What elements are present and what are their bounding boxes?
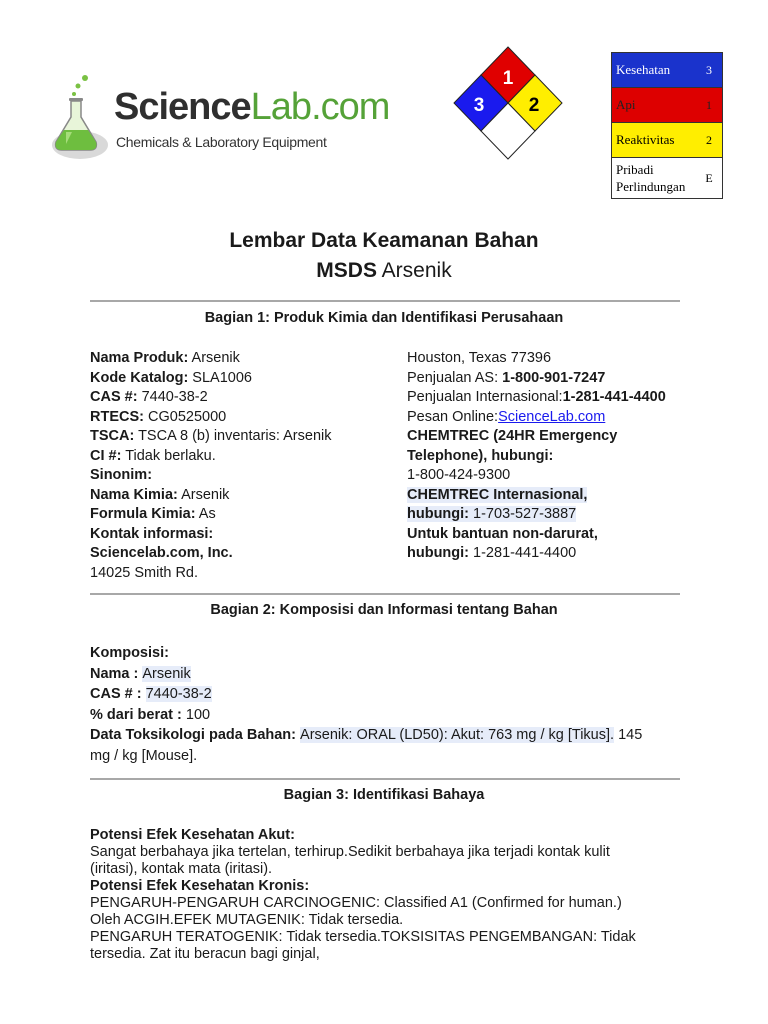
section-2-heading: Bagian 2: Komposisi dan Informasi tentang Bahan [210, 602, 558, 618]
divider [90, 778, 680, 780]
section-2-body [90, 643, 642, 766]
divider [90, 300, 680, 302]
hazard-label: Reaktivitas [612, 123, 697, 158]
hazard-value: 2 [696, 123, 723, 158]
nonemergency-line-1: Untuk bantuan non-darurat, [407, 525, 598, 542]
product-name-line: Nama Produk: Arsenik [90, 350, 240, 366]
tsca-line: TSCA: TSCA 8 (b) inventaris: Arsenik [90, 428, 332, 444]
section-1-heading: Bagian 1: Produk Kimia dan Identifikasi Perusahaan [204, 310, 564, 326]
chronic-effects-line-2: Oleh ACGIH.EFEK MUTAGENIK: Tidak tersedia. [90, 912, 404, 928]
chronic-effects-line-3: PENGARUH TERATOGENIK: Tidak tersedia.TOKSISITAS PENGEMBANGAN: Tidak [90, 929, 636, 945]
logo-tagline: Chemicals & Laboratory Equipment [116, 134, 327, 150]
section-3-heading: Bagian 3: Identifikasi Bahaya [283, 787, 485, 803]
synonym-line: Sinonim: [90, 467, 153, 483]
toxicology-line-1: Data Toksikologi pada Bahan: Arsenik: ORAL (LD50): Akut: 763 mg / kg [Tikus]. 145 [90, 727, 643, 743]
composition-cas-line: CAS # : 7440-38-2 [90, 686, 212, 702]
composition-label: Komposisi: [90, 645, 169, 661]
flask-icon [42, 72, 112, 167]
hazard-value: E [696, 158, 723, 199]
hazard-label: Kesehatan [612, 53, 697, 88]
nfpa-fire-value: 1 [502, 68, 514, 89]
hazard-value: 3 [696, 53, 723, 88]
document-title: Lembar Data Keamanan Bahan [229, 229, 539, 252]
contact-info-line: Kontak informasi: [90, 525, 214, 542]
ci-line: CI #: Tidak berlaku. [90, 447, 216, 464]
composition-weight-line: % dari berat : 100 [90, 706, 211, 723]
sciencelab-link[interactable]: ScienceLab.com [498, 408, 606, 425]
hazard-row-protection [612, 158, 723, 199]
composition-name-line: Nama : Arsenik [90, 665, 191, 682]
chemtrec-intl-line-1: CHEMTREC Internasional, [407, 486, 588, 503]
nfpa-health-value: 3 [473, 95, 485, 116]
hazard-value: 1 [696, 88, 723, 123]
chronic-effects-line-1: PENGARUH-PENGARUH CARCINOGENIC: Classified A1 (Confirmed for human.) [90, 895, 622, 911]
logo-wordmark: ScienceLab.com [114, 86, 390, 128]
hazard-label: Api [612, 88, 697, 123]
hazard-label: Pribadi Perlindungan [612, 158, 697, 199]
company-line: Sciencelab.com, Inc. [90, 545, 233, 561]
acute-effects-line-2: (iritasi), kontak mata (iritasi). [90, 861, 273, 877]
section-1-right-column [407, 349, 666, 564]
sales-us-line: Penjualan AS: 1-800-901-7247 [407, 369, 606, 386]
sales-intl-line: Penjualan Internasional:1-281-441-4400 [407, 389, 666, 405]
section-3-body [90, 827, 690, 963]
chemtrec-line-1: CHEMTREC (24HR Emergency [407, 428, 618, 444]
cas-line: CAS #: 7440-38-2 [90, 389, 208, 405]
nfpa-reactivity-value: 2 [528, 95, 540, 116]
chronic-effects-label: Potensi Efek Kesehatan Kronis: [90, 878, 310, 894]
chemtrec-line-2: Telephone), hubungi: [407, 447, 554, 464]
acute-effects-label: Potensi Efek Kesehatan Akut: [90, 827, 295, 843]
sciencelab-logo [42, 72, 390, 167]
section-1-left-column [90, 349, 332, 583]
nfpa-diamond [452, 45, 564, 161]
hazard-row-fire [612, 88, 723, 123]
nonemergency-line-2: hubungi: 1-281-441-4400 [407, 545, 577, 561]
order-online-line: Pesan Online:ScienceLab.com [407, 408, 606, 425]
chemtrec-number: 1-800-424-9300 [407, 467, 511, 483]
document-subtitle: MSDS Arsenik [316, 259, 452, 282]
chemical-formula-line: Formula Kimia: As [90, 506, 216, 522]
divider [90, 593, 680, 595]
chronic-effects-line-4: tersedia. Zat itu beracun bagi ginjal, [90, 946, 320, 962]
rtecs-line: RTECS: CG0525000 [90, 408, 227, 425]
acute-effects-line-1: Sangat berbahaya jika tertelan, terhirup.Sedikit berbahaya jika terjadi kontak kulit [90, 844, 610, 860]
hazard-row-reactivity [612, 123, 723, 158]
catalog-code-line: Kode Katalog: SLA1006 [90, 369, 252, 386]
toxicology-line-2: mg / kg [Mouse]. [90, 747, 198, 764]
address-line: 14025 Smith Rd. [90, 564, 199, 581]
chemtrec-intl-line-2: hubungi: 1-703-527-3887 [407, 506, 577, 522]
chemical-name-line: Nama Kimia: Arsenik [90, 486, 230, 503]
hazard-row-health [612, 53, 723, 88]
hazard-rating-table [611, 52, 723, 199]
city-line: Houston, Texas 77396 [407, 350, 552, 366]
